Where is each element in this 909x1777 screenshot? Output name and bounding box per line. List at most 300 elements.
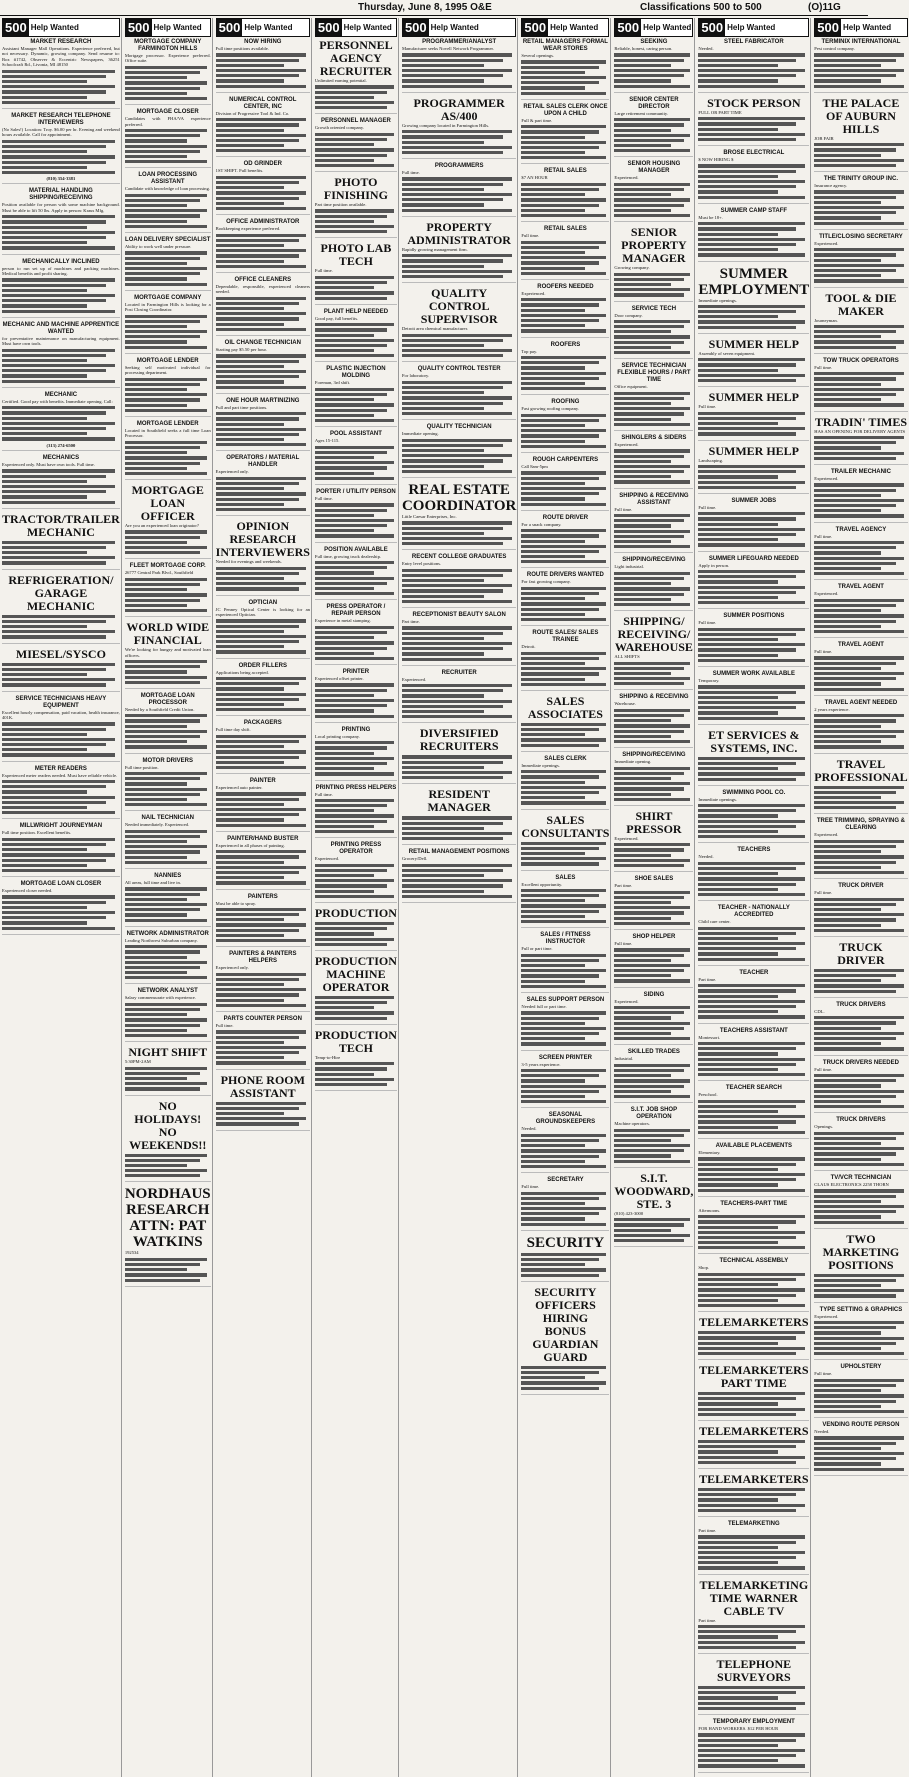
fine-print-line: [216, 59, 299, 62]
help-wanted-header: [521, 18, 609, 37]
fine-print-line: [614, 273, 690, 276]
fine-print-line: [521, 985, 606, 988]
fine-print-line: [814, 551, 881, 554]
fine-print-line: [216, 677, 306, 680]
fine-print-line: [698, 1625, 804, 1628]
fine-print-line: [402, 334, 512, 337]
ad-fine-print: [125, 315, 211, 349]
ad-fine-print: [2, 349, 120, 383]
fine-print-line: [698, 243, 796, 246]
fine-print-line: [814, 398, 881, 401]
fine-print-line: [315, 529, 374, 532]
fine-print-line: [315, 809, 374, 812]
ad-body: Full time.: [814, 1066, 833, 1072]
classified-ad: [216, 161, 310, 215]
fine-print-line: [698, 1630, 796, 1633]
fine-print-line: [521, 1268, 606, 1271]
ad-title: TEMPORARY EMPLOYMENT: [712, 1718, 795, 1725]
ad-fine-print: [125, 887, 211, 921]
fine-print-line: [125, 599, 201, 602]
fine-print-line: [698, 1440, 804, 1443]
fine-print-line: [521, 618, 606, 621]
fine-print-line: [315, 91, 387, 94]
fine-print-line: [521, 156, 606, 159]
fine-print-line: [216, 708, 306, 711]
help-wanted-header: [814, 18, 907, 37]
fine-print-line: [698, 862, 804, 865]
fine-print-line: [402, 130, 512, 133]
ad-fine-print: [521, 652, 609, 686]
fine-print-line: [521, 889, 606, 892]
fine-print-line: [216, 498, 299, 501]
fine-print-line: [2, 480, 87, 483]
fine-print-line: [216, 118, 306, 121]
classified-ad: [698, 613, 809, 667]
fine-print-line: [521, 1022, 584, 1025]
fine-print-line: [216, 866, 306, 869]
classified-ad: [125, 358, 211, 417]
fine-print-line: [614, 793, 671, 796]
ad-title: TRAVEL AGENT NEEDED: [824, 699, 898, 706]
fine-print-line: [698, 170, 796, 173]
fine-print-line: [698, 412, 804, 415]
fine-print-line: [125, 793, 201, 796]
ad-fine-print: [521, 842, 609, 866]
fine-print-line: [402, 412, 512, 415]
fine-print-line: [521, 1027, 606, 1030]
fine-print-line: [315, 334, 374, 337]
fine-print-line: [315, 230, 387, 233]
fine-print-line: [614, 677, 690, 680]
fine-print-line: [814, 541, 904, 544]
fine-print-line: [698, 222, 804, 225]
fine-print-line: [315, 804, 387, 807]
fine-print-line: [521, 791, 598, 794]
fine-print-line: [315, 398, 374, 401]
ad-fine-print: [315, 209, 397, 233]
fine-print-line: [698, 835, 804, 838]
ad-fine-print: [614, 183, 693, 217]
fine-print-line: [315, 890, 374, 893]
fine-print-line: [315, 159, 374, 162]
fine-print-line: [814, 1084, 881, 1087]
fine-print-line: [315, 106, 387, 109]
fine-print-line: [216, 640, 299, 643]
fine-print-line: [698, 952, 778, 955]
ad-title: S.I.T. WOODWARD, STE. 3: [614, 1170, 694, 1211]
fine-print-line: [216, 983, 284, 986]
ad-body: Immediate openings.: [698, 796, 737, 802]
fine-print-line: [814, 190, 904, 193]
ad-title: SUMMER HELP: [708, 390, 800, 405]
fine-print-line: [698, 1488, 804, 1491]
fine-print-line: [2, 485, 115, 488]
fine-print-line: [2, 551, 87, 554]
ad-title: SUMMER POSITIONS: [723, 613, 785, 620]
fine-print-line: [814, 1347, 881, 1350]
fine-print-line: [814, 499, 904, 502]
fine-print-line: [521, 529, 606, 532]
fine-print-line: [216, 630, 284, 633]
fine-print-line: [521, 904, 606, 907]
section-label: Help Wanted: [550, 23, 599, 32]
fine-print-line: [521, 188, 598, 191]
classified-ad: [315, 176, 397, 238]
fine-print-line: [2, 806, 87, 809]
ad-title: RECENT COLLEGE GRADUATES: [411, 554, 507, 561]
fine-print-line: [521, 1074, 598, 1077]
fine-print-line: [521, 86, 584, 89]
classified-ad: [216, 340, 310, 394]
fine-print-line: [2, 226, 87, 229]
fine-print-line: [698, 369, 778, 372]
classified-ad: [614, 161, 693, 222]
ad-body: Entry level positions.: [401, 561, 442, 567]
fine-print-line: [521, 1253, 606, 1256]
fine-print-line: [521, 1037, 584, 1040]
ad-title: PARTS COUNTER PERSON: [223, 1015, 302, 1022]
section-code: 500: [817, 20, 839, 35]
fine-print-line: [2, 495, 87, 498]
fine-print-line: [315, 874, 374, 877]
fine-print-line: [614, 514, 690, 517]
fine-print-line: [125, 320, 201, 323]
ad-title: SUMMER WORK AVAILABLE: [712, 671, 795, 678]
fine-print-line: [216, 503, 284, 506]
fine-print-line: [216, 577, 284, 580]
fine-print-line: [814, 745, 904, 748]
ad-title: TELEMARKETING TIME WARNER CABLE TV: [699, 1577, 809, 1618]
fine-print-line: [2, 171, 115, 174]
classified-ad: [315, 604, 397, 665]
fine-print-line: [698, 74, 796, 77]
fine-print-line: [521, 92, 606, 95]
ad-title: SALES CLERK: [544, 755, 587, 762]
ad-fine-print: [814, 143, 907, 167]
classified-ad: [614, 1172, 693, 1247]
ad-title: TELEMARKETERS: [699, 1424, 809, 1439]
classified-ad: [216, 1074, 310, 1131]
fine-print-line: [125, 1159, 201, 1162]
fine-print-line: [216, 477, 306, 480]
fine-print-line: [521, 969, 606, 972]
fine-print-line: [315, 419, 394, 422]
fine-print-line: [521, 214, 606, 217]
fine-print-line: [315, 626, 394, 629]
ad-title: SUMMER EMPLOYMENT: [698, 265, 810, 298]
fine-print-line: [2, 241, 87, 244]
fine-print-line: [125, 961, 207, 964]
classified-ad: [402, 554, 516, 608]
classified-ad: [125, 693, 211, 754]
fine-print-line: [216, 682, 299, 685]
fine-print-line: [402, 890, 484, 893]
fine-print-line: [698, 1556, 796, 1559]
ad-fine-print: [614, 449, 693, 483]
fine-print-line: [698, 543, 804, 546]
fine-print-line: [216, 939, 306, 942]
ad-title: TEACHERS-PART TIME: [720, 1200, 788, 1207]
ad-fine-print: [814, 1321, 907, 1355]
fine-print-line: [698, 1215, 804, 1218]
fine-print-line: [216, 191, 306, 194]
fine-print-line: [402, 776, 503, 779]
fine-print-line: [125, 777, 201, 780]
fine-print-line: [125, 383, 201, 386]
ad-body: Full time positions available.: [215, 46, 269, 51]
fine-print-line: [698, 117, 804, 120]
fine-print-line: [2, 921, 87, 924]
ad-title: OFFICE ADMINISTRATOR: [226, 219, 300, 226]
fine-print-line: [2, 364, 115, 367]
fine-print-line: [614, 1016, 671, 1019]
ad-fine-print: [814, 714, 907, 748]
fine-print-line: [614, 480, 690, 483]
fine-print-line: [698, 706, 796, 709]
ad-body: CDL.: [814, 1008, 825, 1014]
fine-print-line: [814, 1137, 896, 1140]
ad-fine-print: [2, 140, 120, 174]
ad-fine-print: [402, 130, 516, 154]
ad-body: Afternoons.: [698, 1207, 721, 1213]
fine-print-line: [698, 586, 804, 589]
fine-print-line: [315, 1062, 394, 1065]
fine-print-line: [814, 562, 896, 565]
fine-print-line: [315, 148, 394, 151]
ad-fine-print: [698, 1392, 809, 1416]
classified-ad: [125, 621, 211, 689]
ad-body: Insurance agency.: [814, 183, 848, 189]
fine-print-line: [125, 446, 201, 449]
ad-title: SALES / FITNESS INSTRUCTOR: [540, 932, 591, 946]
classified-ad: [698, 1658, 809, 1715]
ad-body: Experienced.: [814, 240, 839, 246]
fine-print-line: [814, 59, 896, 62]
fine-print-line: [2, 422, 115, 425]
fine-print-line: [402, 864, 512, 867]
fine-print-line: [2, 780, 115, 783]
classified-ad: [315, 39, 397, 114]
classified-ad: [2, 766, 120, 820]
fine-print-line: [614, 74, 684, 77]
fine-print-line: [402, 193, 512, 196]
fine-print-line: [521, 1197, 598, 1200]
fine-print-line: [614, 118, 690, 121]
ad-body: Full time.: [314, 268, 333, 274]
fine-print-line: [814, 1163, 904, 1166]
fine-print-line: [698, 1173, 804, 1176]
fine-print-line: [614, 330, 671, 333]
fine-print-line: [698, 1278, 796, 1281]
fine-print-line: [125, 1003, 207, 1006]
classified-ad: [698, 266, 809, 334]
fine-print-line: [315, 657, 394, 660]
classified-ad: [2, 455, 120, 509]
fine-print-line: [614, 782, 690, 785]
fine-print-line: [402, 521, 512, 524]
ad-fine-print: [814, 898, 907, 932]
fine-print-line: [698, 1299, 778, 1302]
fine-print-line: [402, 816, 512, 819]
fine-print-line: [814, 604, 896, 607]
fine-print-line: [125, 670, 187, 673]
ad-body: Experienced.: [614, 835, 639, 841]
fine-print-line: [698, 701, 804, 704]
fine-print-line: [315, 884, 387, 887]
fine-print-line: [698, 648, 796, 651]
ad-title: TRAILER MECHANIC: [830, 468, 891, 475]
fine-print-line: [216, 423, 284, 426]
fine-print-line: [216, 582, 306, 585]
ad-fine-print: [614, 891, 693, 925]
fine-print-line: [402, 470, 512, 473]
classified-ad: [814, 1060, 907, 1114]
fine-print-line: [814, 489, 896, 492]
ad-title: POOL ASSISTANT: [329, 431, 382, 438]
fine-print-line: [521, 1139, 598, 1142]
ad-body: Seeking self motivated individual for processing department.: [124, 364, 211, 376]
fine-print-line: [698, 1646, 796, 1649]
fine-print-line: [315, 825, 374, 828]
fine-print-line: [402, 265, 484, 268]
ad-fine-print: [2, 215, 120, 249]
ad-title: PRINTING: [341, 726, 371, 733]
fine-print-line: [698, 1168, 778, 1171]
ad-title: TELEMARKETERS: [699, 1471, 809, 1486]
ad-fine-print: [315, 922, 397, 946]
fine-print-line: [125, 1082, 207, 1085]
fine-print-line: [698, 1686, 804, 1689]
section-label: Help Wanted: [343, 23, 392, 32]
fine-print-line: [216, 625, 299, 628]
fine-print-line: [2, 561, 106, 564]
fine-print-line: [521, 193, 584, 196]
fine-print-line: [521, 613, 584, 616]
fine-print-line: [814, 1331, 881, 1334]
fine-print-line: [402, 151, 503, 154]
ad-body: Part time.: [614, 883, 633, 889]
fine-print-line: [315, 1006, 374, 1009]
fine-print-line: [2, 722, 115, 725]
fine-print-line: [2, 848, 87, 851]
fine-print-line: [315, 814, 394, 817]
fine-print-line: [814, 855, 904, 858]
ad-title: MECHANIC: [44, 391, 78, 398]
fine-print-line: [2, 501, 115, 504]
fine-print-line: [125, 155, 187, 158]
ad-fine-print: [814, 53, 907, 87]
fine-print-line: [814, 1457, 896, 1460]
fine-print-line: [216, 818, 284, 821]
ad-fine-print: [614, 53, 693, 87]
fine-print-line: [2, 801, 106, 804]
ad-body: Industrial.: [614, 1056, 634, 1062]
section-code: 500: [218, 20, 241, 35]
fine-print-line: [216, 876, 284, 879]
fine-print-line: [814, 1132, 904, 1135]
ad-fine-print: [698, 570, 809, 604]
fine-print-line: [216, 181, 299, 184]
fine-print-line: [125, 950, 201, 953]
ad-title: MECHANICS: [42, 454, 80, 461]
fine-print-line: [315, 291, 394, 294]
classified-ad: [614, 694, 693, 748]
ad-fine-print: [614, 273, 693, 297]
fine-print-line: [698, 533, 796, 536]
fine-print-line: [125, 335, 201, 338]
fine-print-line: [814, 377, 896, 380]
fine-print-line: [402, 69, 512, 72]
fine-print-line: [125, 1087, 201, 1090]
fine-print-line: [814, 1158, 881, 1161]
fine-print-line: [614, 1129, 690, 1132]
classified-ad: [614, 876, 693, 930]
fine-print-line: [216, 265, 306, 268]
ad-fine-print: [125, 530, 211, 554]
fine-print-line: [125, 956, 187, 959]
fine-print-line: [315, 466, 387, 469]
classified-column: [125, 18, 213, 1777]
ad-fine-print: [614, 767, 693, 801]
classified-ad: [216, 836, 310, 890]
fine-print-line: [698, 1189, 804, 1192]
fine-print-line: [2, 853, 115, 856]
fine-print-line: [614, 1022, 690, 1025]
classified-ad: [698, 1258, 809, 1312]
classified-ad: [315, 118, 397, 172]
ad-body: Must be 18+.: [698, 214, 723, 220]
fine-print-line: [698, 427, 804, 430]
ad-title: QUALITY CONTROL SUPERVISOR: [420, 286, 498, 327]
fine-print-line: [216, 412, 306, 415]
fine-print-line: [2, 668, 106, 671]
classified-ad: [521, 284, 609, 338]
ad-body: Journeyman.: [814, 317, 838, 323]
ad-fine-print: [614, 514, 693, 548]
ad-title: POSITION AVAILABLE: [324, 546, 388, 553]
fine-print-line: [402, 444, 503, 447]
ad-fine-print: [521, 125, 609, 159]
fine-print-line: [698, 1461, 796, 1464]
fine-print-line: [614, 974, 671, 977]
fine-print-line: [521, 847, 598, 850]
fine-print-line: [2, 437, 115, 440]
ad-title: PORTER / UTILITY PERSON: [316, 488, 396, 495]
ad-body: Full time.: [614, 940, 633, 946]
fine-print-line: [216, 1030, 306, 1033]
fine-print-line: [315, 757, 394, 760]
fine-print-line: [698, 1178, 796, 1181]
fine-print-line: [125, 583, 201, 586]
fine-print-line: [216, 244, 284, 247]
ad-body: Experienced.: [814, 475, 839, 481]
fine-print-line: [698, 1504, 804, 1507]
ad-fine-print: [521, 529, 609, 563]
fine-print-line: [216, 572, 299, 575]
ad-title: PRESS OPERATOR / REPAIR PERSON: [326, 604, 386, 618]
classified-ad: [125, 873, 211, 927]
fine-print-line: [521, 434, 598, 437]
fine-print-line: [814, 1105, 904, 1108]
ad-body: for preventative maintenance on manufacturing equipment. Must have own tools.: [2, 335, 120, 347]
fine-print-line: [315, 1073, 374, 1076]
fine-print-line: [814, 630, 904, 633]
ad-title: PAINTERS & PAINTERS HELPERS: [229, 951, 297, 965]
fine-print-line: [216, 360, 299, 363]
fine-print-line: [2, 838, 115, 841]
fine-print-line: [614, 719, 671, 722]
fine-print-line: [614, 672, 671, 675]
